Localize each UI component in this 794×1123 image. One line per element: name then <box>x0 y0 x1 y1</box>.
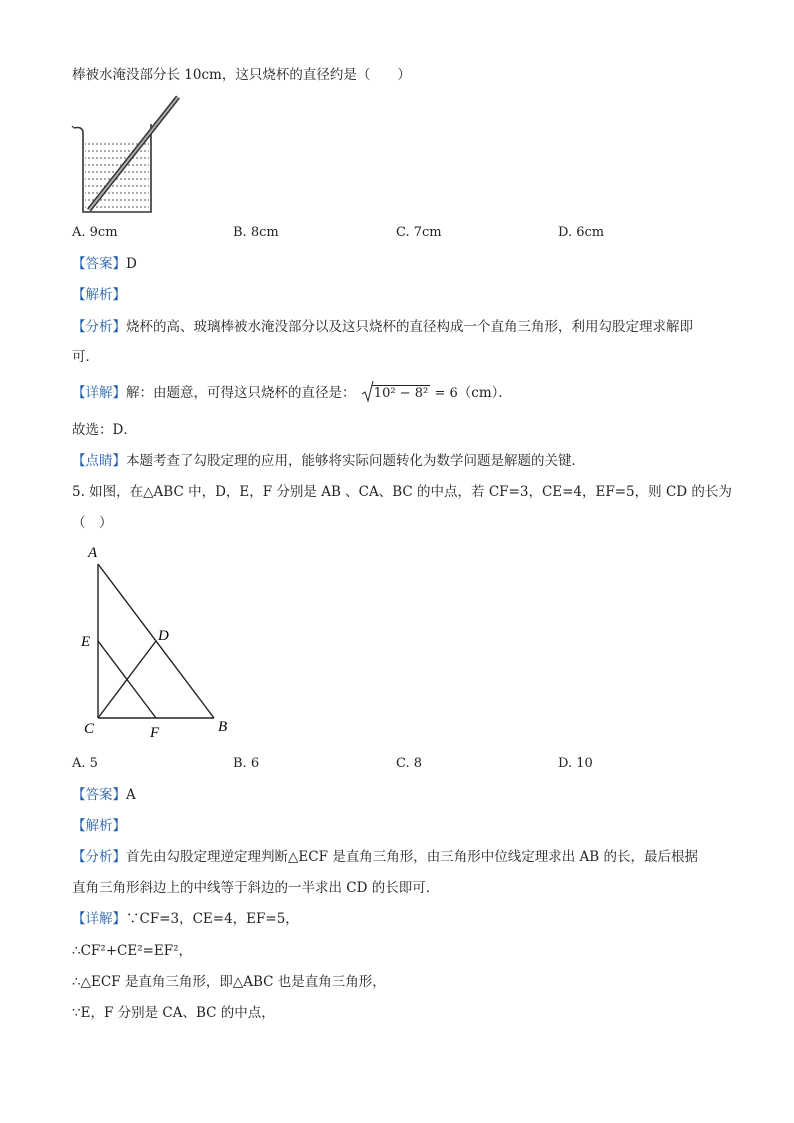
q5-option-d: D. 10 <box>558 756 593 771</box>
q4-fenxi-line2: 可． <box>72 349 99 365</box>
fenxi-tag: 【分析】 <box>72 319 126 335</box>
fenxi-tag: 【分析】 <box>72 849 126 865</box>
sqrt-formula <box>362 384 430 403</box>
answer-tag: 【答案】 <box>72 787 126 803</box>
q5-fenxi-line2: 直角三角形斜边上的中线等于斜边的一半求出 CD 的长即可． <box>72 880 440 896</box>
q5-option-a: A. 5 <box>72 756 98 771</box>
q4-analysis-heading: 【解析】 <box>72 287 126 303</box>
label-c: C <box>84 721 95 737</box>
label-d: D <box>158 628 169 644</box>
answer-value: A <box>126 787 136 803</box>
q5-detail-line4: ∵E，F 分别是 CA、BC 的中点， <box>72 1005 275 1021</box>
q4-dianjing-line <box>72 452 585 470</box>
label-f: F <box>150 725 160 741</box>
q5-stem-line1: 5. 如图，在△ABC 中，D，E，F 分别是 AB 、CA、BC 的中点，若 CF=3，CE=4，EF=5，则 CD 的长为 <box>72 484 732 500</box>
q4-option-b: B. 8cm <box>233 225 279 240</box>
fenxi-text: 烧杯的高、玻璃棒被水淹没部分以及这只烧杯的直径构成一个直角三角形，利用勾股定理求解即 <box>126 319 693 335</box>
formula-unit: （cm）． <box>457 385 512 401</box>
detail-text: ∵CF=3，CE=4，EF=5， <box>126 911 299 927</box>
q4-option-c: C. 7cm <box>396 225 442 240</box>
beaker-figure <box>68 92 188 216</box>
q4-fenxi-line1 <box>72 318 693 336</box>
q4-option-d: D. 6cm <box>558 225 605 240</box>
label-a: A <box>88 545 98 561</box>
detail-tag: 【详解】 <box>72 385 126 401</box>
q5-option-b: B. 6 <box>233 756 260 771</box>
q5-detail-line3: ∴△ECF 是直角三角形，即△ABC 也是直角三角形， <box>72 974 386 990</box>
fenxi-text: 首先由勾股定理逆定理判断△ECF 是直角三角形，由三角形中位线定理求出 AB 的长，最后根据 <box>126 849 698 865</box>
q4-detail-line <box>72 384 512 403</box>
formula-result: = 6 <box>434 386 458 401</box>
label-b: B <box>218 719 228 735</box>
answer-tag: 【答案】 <box>72 256 126 272</box>
detail-text: 解：由题意，可得这只烧杯的直径是： <box>126 385 356 401</box>
q4-choose: 故选：D． <box>72 422 137 438</box>
q4-option-a: A. 9cm <box>72 225 118 240</box>
triangle-figure <box>78 540 248 744</box>
q4-answer-line <box>72 255 137 273</box>
q5-stem-line2: （ ） <box>72 515 113 531</box>
q5-answer-line <box>72 786 136 804</box>
q5-detail-line1 <box>72 910 299 928</box>
dianjing-text: 本题考查了勾股定理的应用，能够将实际问题转化为数学问题是解题的关键． <box>126 453 585 469</box>
q5-option-c: C. 8 <box>396 756 423 771</box>
q5-analysis-heading: 【解析】 <box>72 818 126 834</box>
detail-tag: 【详解】 <box>72 911 126 927</box>
sqrt-radicand: 10² − 8² <box>373 386 429 401</box>
q5-detail-line2: ∴CF²+CE²=EF²， <box>72 943 193 959</box>
label-e: E <box>81 634 91 650</box>
q4-stem-tail: 棒被水淹没部分长 10cm，这只烧杯的直径约是（ ） <box>72 67 411 83</box>
q5-fenxi-line1 <box>72 848 698 866</box>
dianjing-tag: 【点睛】 <box>72 453 126 469</box>
answer-value: D <box>126 256 137 272</box>
